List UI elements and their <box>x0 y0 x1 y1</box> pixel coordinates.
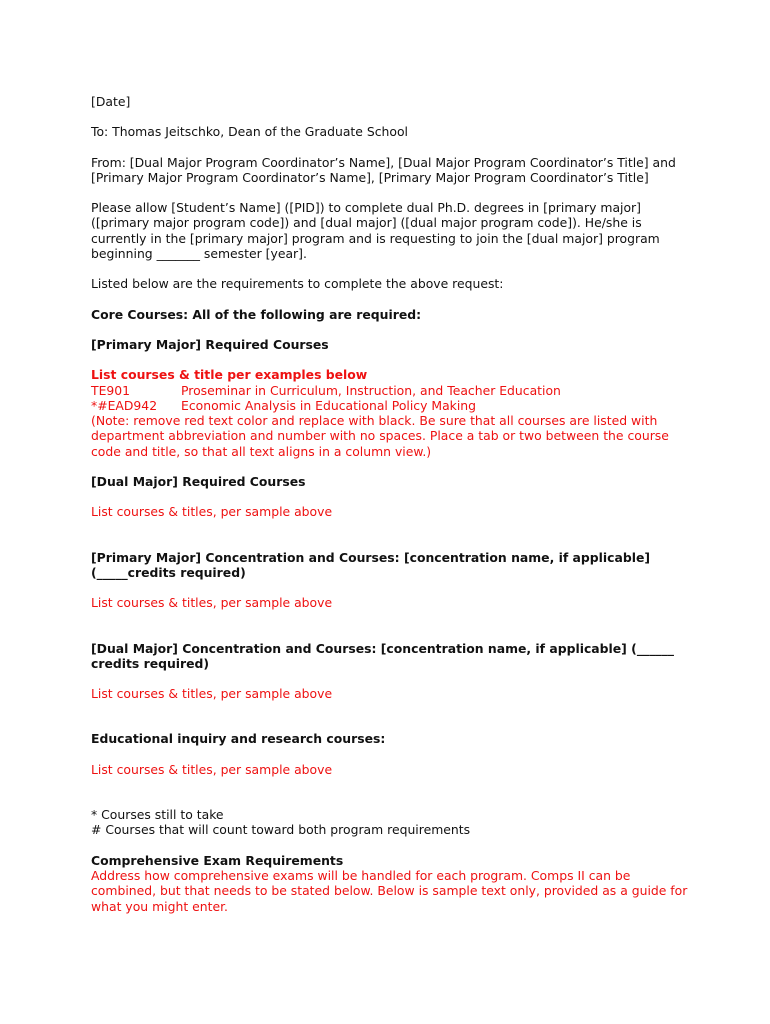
legend <box>91 807 691 838</box>
date-line: [Date] <box>91 94 131 109</box>
dual-required-placeholder: List courses & titles, per sample above <box>91 504 333 520</box>
core-courses-heading: Core Courses: All of the following are required: <box>91 306 422 322</box>
course-code: *#EAD942 <box>91 397 158 413</box>
course-title: Proseminar in Curriculum, Instruction, and Teacher Education <box>181 382 561 398</box>
primary-concentration-placeholder: List courses & titles, per sample above <box>91 595 333 611</box>
primary-required-heading: [Primary Major] Required Courses <box>91 336 329 352</box>
exam-instructions: Address how comprehensive exams will be handled for each program. Comps II can be combined, but that needs to be stated below. Below is sample text only, provided as a guide for what you might enter. <box>91 867 688 914</box>
inquiry-placeholder: List courses & titles, per sample above <box>91 761 333 777</box>
course-code: TE901 <box>91 382 131 398</box>
dual-required-heading: [Dual Major] Required Courses <box>91 474 306 490</box>
request-paragraph: Please allow [Student’s Name] ([PID]) to complete dual Ph.D. degrees in [primary major] ([primary major program code]) and [dual major] ([dual major program code]). He/she is currently in the [primary major] program and is requesting to join the [dual major] program beginning _______ semester [year]. <box>91 200 660 262</box>
from-line: From: [Dual Major Program Coordinator’s Name], [Dual Major Program Coordinator’s Title] and [Primary Major Program Coordinator’s Name], [Primary Major Program Coordinator’s Title] <box>91 154 676 185</box>
dual-concentration-placeholder: List courses & titles, per sample above <box>91 686 333 702</box>
exam-section <box>91 853 691 914</box>
legend-both-programs: # Courses that will count toward both program requirements <box>91 822 471 838</box>
dual-concentration-heading: [Dual Major] Concentration and Courses: [concentration name, if applicable] (______ credits required) <box>91 640 674 671</box>
primary-concentration-heading: [Primary Major] Concentration and Courses: [concentration name, if applicable] (_____credits required) <box>91 549 651 580</box>
exam-heading: Comprehensive Exam Requirements <box>91 852 344 868</box>
to-line: To: Thomas Jeitschko, Dean of the Graduate School <box>91 124 408 140</box>
requirements-intro: Listed below are the requirements to complete the above request: <box>91 276 504 292</box>
formatting-note: (Note: remove red text color and replace with black. Be sure that all courses are listed with department abbreviation and number with no spaces. Place a tab or two between the course code and title, so that all text aligns in a column view.) <box>91 413 669 459</box>
course-row <box>91 383 691 398</box>
letter-document <box>91 94 691 914</box>
instruction-heading: List courses & title per examples below <box>91 367 368 383</box>
legend-still-to-take: * Courses still to take <box>91 807 224 823</box>
course-row <box>91 398 691 413</box>
primary-required-section <box>91 367 691 459</box>
course-title: Economic Analysis in Educational Policy Making <box>181 397 477 413</box>
inquiry-heading: Educational inquiry and research courses: <box>91 731 386 747</box>
